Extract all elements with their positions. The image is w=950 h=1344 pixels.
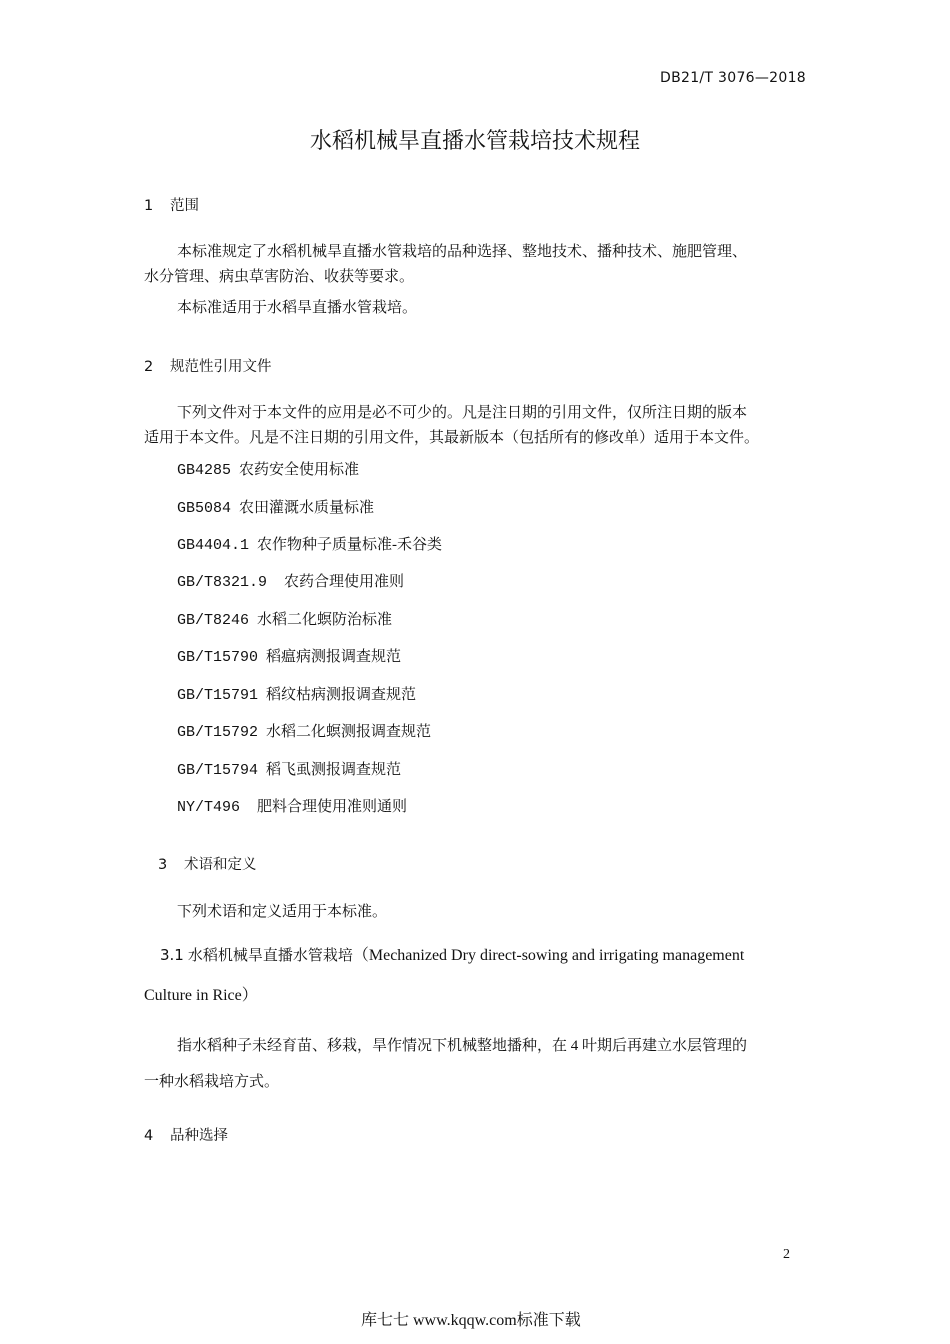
- reference-title: 稻瘟病测报调查规范: [266, 649, 402, 665]
- term-name-en-continued: Culture in Rice）: [144, 987, 258, 1004]
- reference-code: GB4285: [177, 462, 232, 479]
- section-title: 品种选择: [170, 1128, 228, 1144]
- section-1-heading: [144, 194, 199, 215]
- reference-title: 肥料合理使用准则通则: [257, 799, 408, 815]
- reference-code: GB4404.1: [177, 537, 250, 554]
- reference-title: 农药安全使用标准: [239, 462, 360, 478]
- reference-code: GB/T8246: [177, 612, 250, 629]
- reference-item: [177, 795, 407, 816]
- term-definition-line-1: 指水稻种子未经育苗、移栽，旱作情况下机械整地播种，在 4 叶期后再建立水层管理的: [177, 1038, 748, 1054]
- references-intro-line-1: 下列文件对于本文件的应用是必不可少的。凡是注日期的引用文件，仅所注日期的版本: [177, 405, 748, 421]
- reference-item: [177, 683, 416, 704]
- reference-item: [177, 645, 401, 666]
- term-name-cn: 水稻机械旱直播水管栽培: [187, 946, 353, 964]
- term-name-en: （Mechanized Dry direct-sowing and irrigating management: [352, 947, 745, 964]
- reference-item: [177, 533, 442, 554]
- section-title: 范围: [170, 198, 199, 214]
- terms-intro: 下列术语和定义适用于本标准。: [177, 904, 388, 920]
- references-intro-line-2: 适用于本文件。凡是不注日期的引用文件，其最新版本（包括所有的修改单）适用于本文件。: [144, 430, 760, 446]
- section-number: 3: [158, 857, 168, 873]
- reference-code: GB/T8321.9: [177, 574, 277, 591]
- section-3-heading: [158, 853, 257, 874]
- page-number: 2: [783, 1247, 790, 1262]
- reference-item: [177, 496, 374, 517]
- section-title: 规范性引用文件: [170, 359, 272, 375]
- footer-watermark: 库七七 www.kqqw.com标准下载: [361, 1312, 581, 1329]
- term-definition-line-2: 一种水稻栽培方式。: [144, 1074, 280, 1090]
- reference-code: NY/T496: [177, 799, 250, 816]
- reference-title: 水稻二化螟防治标准: [257, 612, 393, 628]
- reference-title: 稻飞虱测报调查规范: [266, 762, 402, 778]
- reference-title: 稻纹枯病测报调查规范: [266, 687, 417, 703]
- section-number: 1: [144, 198, 154, 214]
- reference-title: 水稻二化螟测报调查规范: [266, 724, 432, 740]
- reference-code: GB/T15791: [177, 687, 259, 704]
- section-number: 4: [144, 1128, 154, 1144]
- reference-item: [177, 570, 404, 591]
- reference-code: GB/T15794: [177, 762, 259, 779]
- section-4-heading: [144, 1124, 228, 1145]
- scope-applicability: 本标准适用于水稻旱直播水管栽培。: [177, 300, 418, 316]
- page-title: 水稻机械旱直播水管栽培技术规程: [309, 129, 640, 154]
- reference-title: 农作物种子质量标准-禾谷类: [257, 537, 443, 553]
- reference-code: GB/T15792: [177, 724, 259, 741]
- reference-code: GB5084: [177, 500, 232, 517]
- term-3-1-heading: [160, 942, 744, 965]
- reference-title: 农药合理使用准则: [284, 574, 405, 590]
- section-number: 2: [144, 359, 154, 375]
- term-number: 3.1: [160, 946, 184, 964]
- reference-item: [177, 758, 401, 779]
- scope-paragraph-line-2: 水分管理、病虫草害防治、收获等要求。: [144, 269, 415, 285]
- scope-paragraph-line-1: 本标准规定了水稻机械旱直播水管栽培的品种选择、整地技术、播种技术、施肥管理、: [177, 244, 748, 260]
- reference-code: GB/T15790: [177, 649, 259, 666]
- reference-item: [177, 458, 359, 479]
- document-id: DB21/T 3076—2018: [660, 70, 806, 86]
- reference-item: [177, 608, 392, 629]
- reference-title: 农田灌溉水质量标准: [239, 500, 375, 516]
- section-title: 术语和定义: [184, 857, 257, 873]
- reference-item: [177, 720, 431, 741]
- section-2-heading: [144, 355, 272, 376]
